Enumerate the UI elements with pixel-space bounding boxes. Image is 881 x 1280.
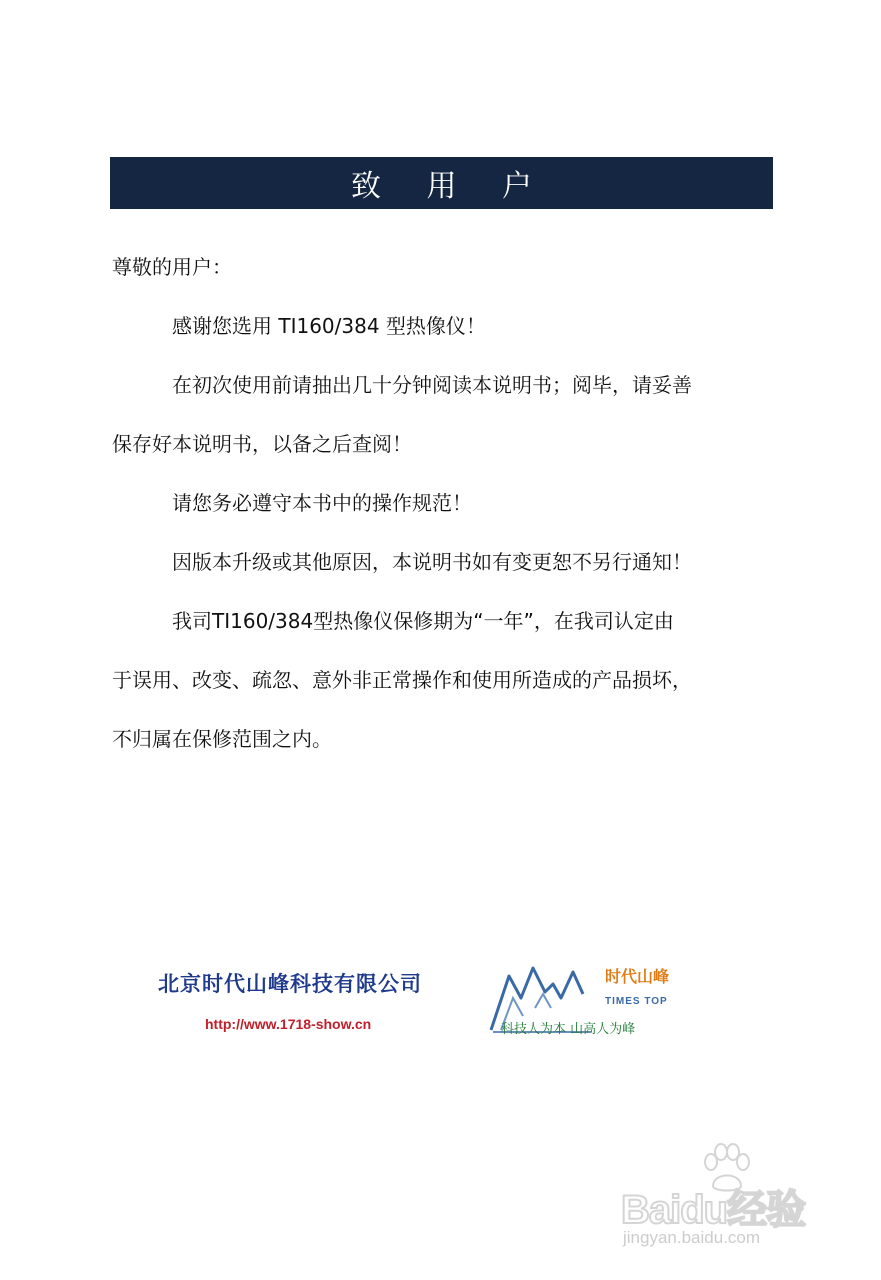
paragraph-compliance: 请您务必遵守本书中的操作规范！ xyxy=(172,491,472,515)
page-title: 致 用 户 xyxy=(350,169,551,204)
letter-body xyxy=(112,238,777,769)
salutation: 尊敬的用户： xyxy=(112,255,232,279)
logo-slogan: 科技人为本 山高人为峰 xyxy=(501,1022,636,1037)
company-url: http://www.1718-show.cn xyxy=(205,1016,372,1032)
logo-english-text: TIMES TOP xyxy=(605,996,668,1007)
paragraph-warranty-line2: 于误用、改变、疏忽、意外非正常操作和使用所造成的产品损坏， xyxy=(112,668,692,692)
watermark-url: jingyan.baidu.com xyxy=(623,1228,761,1247)
baidu-watermark xyxy=(617,1142,837,1252)
paragraph-read-line2: 保存好本说明书，以备之后查阅！ xyxy=(112,432,412,456)
paragraph-warranty-line3: 不归属在保修范围之内。 xyxy=(112,727,332,751)
watermark-brand: Baidu经验 xyxy=(621,1188,806,1232)
logo-brand-text: 时代山峰 xyxy=(605,967,670,986)
paragraph-notice: 因版本升级或其他原因，本说明书如有变更恕不另行通知！ xyxy=(172,550,692,574)
paragraph-warranty-line1: 我司TI160/384型热像仪保修期为“一年”，在我司认定由 xyxy=(172,609,674,633)
company-logo xyxy=(487,958,697,1038)
company-name: 北京时代山峰科技有限公司 xyxy=(158,971,422,996)
paragraph-thanks: 感谢您选用 TI160/384 型热像仪！ xyxy=(172,314,486,338)
page-title-bar xyxy=(110,157,773,209)
paragraph-read-line1: 在初次使用前请抽出几十分钟阅读本说明书；阅毕，请妥善 xyxy=(172,373,692,397)
